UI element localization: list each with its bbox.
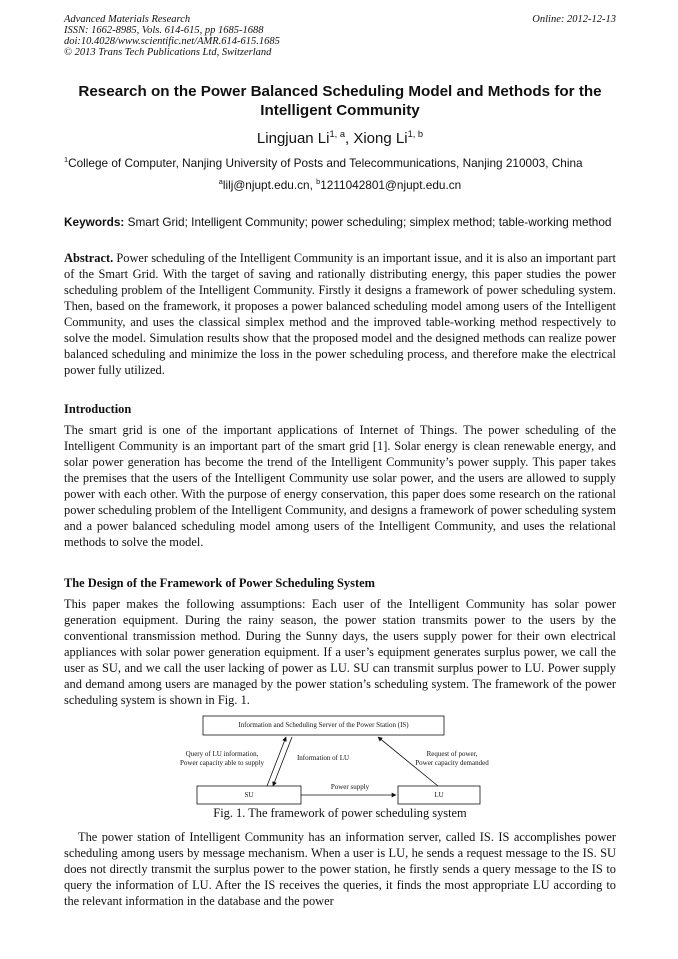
author-1: Lingjuan Li [256,130,330,147]
su-label: SU [244,791,254,799]
supply-label: Power supply [330,783,370,791]
affiliation-text: College of Computer, Nanjing University of Posts and Telecommunications, Nanjing 210003, China [68,156,583,170]
journal-name: Advanced Materials Research [64,14,191,25]
email-b: 1211042801@njupt.edu.cn [320,178,462,192]
query-label-line-2: Power capacity able to supply [180,758,264,767]
introduction-paragraph: The smart grid is one of the important applications of Internet of Things. The power scheduling of the Intelligent Community is an important part of the smart grid [1]. Solar energy is clean renewable energy, and solar power generation has become the trend of the Intelligent Community’s power supply. This paper takes the premises that the users of the Intelligent Community use solar power, and the users are allowed to supply power with each other. With the purpose of energy conservation, this paper does some research on the rational power scheduling problem of the Intelligent Community, and designs a framework of power scheduling system and a power balanced scheduling model among users of the Intelligent Community, and uses the relational methods to solve the model. [64,423,616,549]
request-label-line-1: Request of power, [426,750,478,758]
info-label: Information of LU [296,754,350,762]
affiliation-sup: 1 [64,155,69,165]
section-heading-design: The Design of the Framework of Power Scheduling System [64,576,375,590]
lu-label: LU [434,791,444,799]
journal-copyright: © 2013 Trans Tech Publications Ltd, Switzerland [64,47,272,58]
abstract-label: Abstract. [64,251,114,265]
journal-doi: doi:10.4028/www.scientific.net/AMR.614-615.1685 [64,36,280,47]
email-b-sup: b [316,177,321,187]
journal-header [64,14,616,58]
keywords-text: Smart Grid; Intelligent Community; power scheduling; simplex method; table-working method [124,215,612,229]
abstract-text: Power scheduling of the Intelligent Community is an important issue, and it is also an important part of the Smart Grid. With the target of saving and rationally distributing energy, this paper studies the power scheduling problem of the Intelligent Community. Firstly it designs a framework of power scheduling system. Then, based on the framework, it proposes a power balanced scheduling model among users of the Intelligent Community, and uses the classical simplex method and the improved table-working method respectively to solve the model. Simulation results show that the proposed model and the designed methods can realize power balanced scheduling and minimize the loss in the power scheduling process, and therefore make the electrical power fully utilized. [64,251,616,377]
email-a: lilj@njupt.edu.cn, [222,178,317,192]
author-2-affil-sup: 1, b [407,129,424,139]
title-line-2: Intelligent Community [260,102,420,119]
is-paragraph: The power station of Intelligent Community has an information server, called IS. IS accomplishes power scheduling among users by message mechanism. When a user is LU, he sends a request message to the IS. SU does not directly transmit the surplus power to the power station, he firstly sends a query message to the IS to query the information of LU. After the IS receives the queries, it finds the most appropriate LU according to the relevant information in the database and the power [64,830,616,908]
section-heading-introduction: Introduction [64,402,132,416]
request-label [402,750,502,767]
affiliation [64,156,616,171]
journal-issn: ISSN: 1662-8985, Vols. 614-615, pp 1685-1688 [64,25,264,36]
author-2: Xiong Li [353,130,408,147]
query-label [172,750,272,767]
figure-1 [170,713,510,807]
author-emails [64,178,616,192]
abstract [64,250,616,378]
request-label-line-2: Power capacity demanded [415,758,489,767]
query-label-line-1: Query of LU information, [185,750,259,758]
paper-title [56,82,624,120]
figure-1-caption: Fig. 1. The framework of power scheduling system [213,806,467,820]
design-paragraph: This paper makes the following assumptions: Each user of the Intelligent Community has solar power generation equipment. During the rainy season, the power station transmits power to the users by the conventional transmission method. During the Sunny days, the users supply power for their own electrical appliances with solar power generation equipment. If a user’s equipment generates surplus power, we call the user as SU, and we call the user lacking of power as LU. SU can transmit surplus power to LU. Power supply and demand among users are managed by the power station’s scheduling system. The framework of the power scheduling system is shown in Fig. 1. [64,597,616,707]
author-1-affil-sup: 1, a [329,129,345,139]
title-line-1: Research on the Power Balanced Scheduling Model and Methods for the [78,83,602,100]
author-separator: , [345,130,354,147]
keywords-label: Keywords: [64,215,125,229]
server-label: Information and Scheduling Server of the Power Station (IS) [238,721,409,729]
keywords [64,215,616,230]
online-date: Online: 2012-12-13 [532,14,616,25]
email-a-sup: a [218,177,223,187]
author-list [64,130,616,147]
